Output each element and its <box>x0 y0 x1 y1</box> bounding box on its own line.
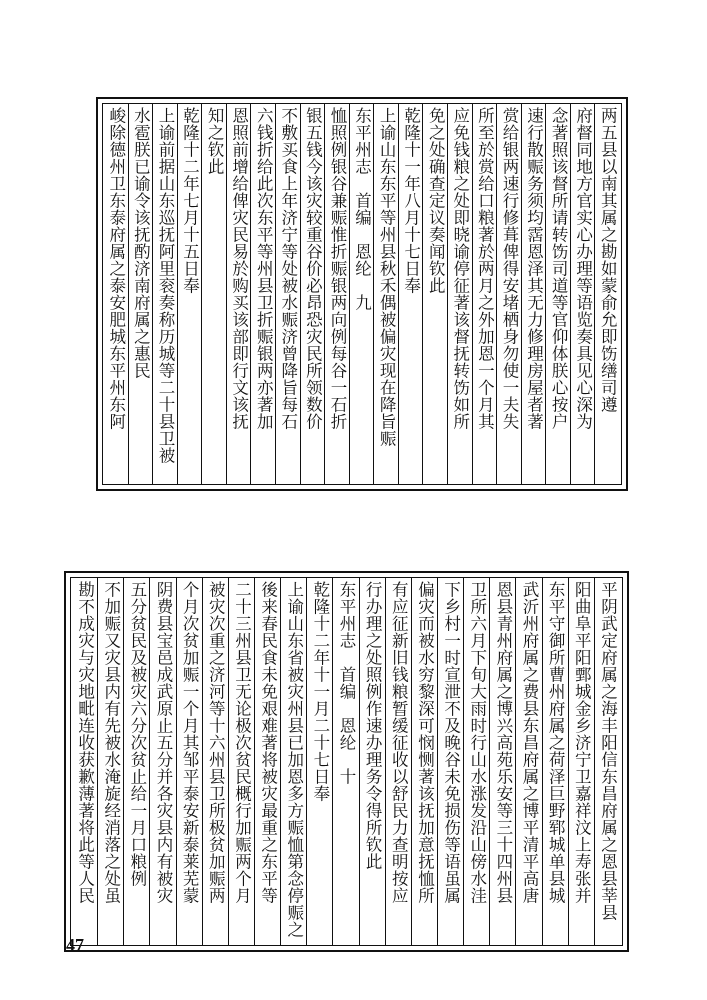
text-column: 勘不成灾与灾地毗连收获歉薄著将此等人民 <box>75 581 95 904</box>
text-column: 乾隆十一年八月十七日奉 <box>401 107 421 294</box>
text-column: 有应征新旧钱粮暂缓征收以舒民力查明按应 <box>389 581 409 904</box>
text-column: 峻除德州卫东泰府属之泰安肥城东平州东阿 <box>106 107 126 430</box>
text-column: 乾隆十二年七月十五日奉 <box>180 107 200 294</box>
column-rule <box>152 103 153 485</box>
text-column: 上谕山东东平等州县秋禾偶被偏灾现在降旨赈 <box>377 107 397 447</box>
column-rule <box>176 577 177 946</box>
column-rule <box>97 577 98 946</box>
column-rule <box>123 577 124 946</box>
text-column: 东平州志 首编 恩纶 十 <box>337 581 356 785</box>
text-column: 免之处确查定议奏闻钦此 <box>426 107 446 294</box>
text-column: 不敷买食上年济宁等处被水赈济曾降旨每石 <box>278 107 298 430</box>
column-rule <box>149 577 150 946</box>
text-column: 银五钱今该灾较重谷价必昂恐灾民所领数价 <box>303 107 323 430</box>
column-rule <box>411 577 412 946</box>
top-text-panel <box>96 97 628 491</box>
column-rule <box>349 103 350 485</box>
column-rule <box>275 103 276 485</box>
text-column: 阴费县宝邑成武原止五分并各灾县内有被灾 <box>154 581 173 904</box>
column-rule <box>128 103 129 485</box>
text-column: 上谕山东省被灾州县已加恩多方赈恤第念停赈之 <box>284 581 304 938</box>
text-column: 武沂州府属之费县东昌府属之博平清平高唐 <box>520 581 539 904</box>
text-column: 东平守御所曹州府属之荷泽巨野郓城单县城 <box>546 581 566 904</box>
bottom-text-panel <box>64 571 629 952</box>
column-rule <box>568 577 569 946</box>
text-column: 偏灾而被水穷黎深可悯恻著该抚加意抚恤所 <box>415 581 435 904</box>
text-column: 阳曲阜平阳鄄城金乡济宁卫嘉祥汶上寿张并 <box>572 581 592 904</box>
column-rule <box>463 577 464 946</box>
column-rule <box>385 577 386 946</box>
column-rule <box>359 577 360 946</box>
column-rule <box>472 103 473 485</box>
text-column: 恩县青州府属之博兴高苑乐安等三十四州县 <box>493 581 513 904</box>
column-rule <box>280 577 281 946</box>
text-column: 被灾次重之济河等十六州县卫所极贫加赈两 <box>206 581 226 904</box>
text-column: 後来春民食未免艰难著将被灾最重之东平等 <box>258 581 278 904</box>
text-column: 卫所六月下旬大雨时行山水涨发沿山傍水洼 <box>467 581 487 904</box>
column-rule <box>489 577 490 946</box>
text-column: 上谕前据山东巡抚阿里衮奏称历城等二十县卫被 <box>155 107 175 464</box>
text-column: 五分贫民及被灾六分次贫止给一月口粮例 <box>127 581 147 887</box>
text-column: 平阴武定府属之海丰阳信东昌府属之恩县莘县 <box>598 581 618 921</box>
text-column: 二十三州县卫无论极次贫民概行加赈两个月 <box>232 581 252 904</box>
column-rule <box>332 577 333 946</box>
column-rule <box>202 577 203 946</box>
text-column: 府督同地方官实心办理等语览奏具见心深为 <box>573 107 593 430</box>
column-rule <box>250 103 251 485</box>
column-rule <box>437 577 438 946</box>
text-column: 两五县以南其属之勘如蒙俞允即饬缮司遵 <box>598 107 618 413</box>
column-rule <box>545 103 546 485</box>
column-rule <box>496 103 497 485</box>
page-number: 47 <box>66 935 84 955</box>
column-rule <box>177 103 178 485</box>
column-rule <box>594 577 595 946</box>
column-rule <box>398 103 399 485</box>
text-column: 东平州志 首编 恩纶 九 <box>352 107 372 311</box>
column-rule <box>594 103 595 485</box>
column-rule <box>324 103 325 485</box>
text-column: 行办理之处照例作速办理务令得所钦此 <box>363 581 383 870</box>
text-column: 水雹朕已谕令该抚酌济南府属之惠民 <box>131 107 151 379</box>
column-rule <box>373 103 374 485</box>
column-rule <box>570 103 571 485</box>
column-rule <box>201 103 202 485</box>
text-column: 六钱折给此次东平等州县卫折赈银两亦著加 <box>254 107 274 430</box>
text-column: 赏给银两速行修葺俾得安堵栖身勿使一夫失 <box>499 107 519 430</box>
text-column: 下乡村一时宣泄不及晚谷未免损伤等语虽属 <box>441 581 461 904</box>
text-column: 念著照该督所请转饬司道等官仰体朕心按户 <box>549 107 569 430</box>
column-rule <box>306 577 307 946</box>
column-rule <box>228 577 229 946</box>
text-column: 恩照前增给俾灾民易於购买该部即行文该抚 <box>229 107 249 430</box>
text-column: 乾隆十二年十一月二十七日奉 <box>310 581 330 802</box>
text-column: 所至於赏给口粮著於两月之外加恩一个月其 <box>475 107 495 430</box>
text-column: 个月次贫加赈一个月其邹平泰安新泰莱芜蒙 <box>180 581 200 904</box>
column-rule <box>521 103 522 485</box>
text-column: 知之钦此 <box>205 107 225 175</box>
text-column: 恤照例银谷兼赈惟折赈银两向例每谷一石折 <box>327 107 347 430</box>
column-rule <box>226 103 227 485</box>
text-column: 不加赈又灾县内有先被水淹旋经消落之处虽 <box>101 581 121 904</box>
text-column: 速行散赈务须均霑恩泽其无力修理房屋者著 <box>524 107 544 430</box>
text-column: 应免钱粮之处即晓谕停征著该督抚转饬如所 <box>450 107 470 430</box>
column-rule <box>300 103 301 485</box>
column-rule <box>447 103 448 485</box>
column-rule <box>254 577 255 946</box>
column-rule <box>515 577 516 946</box>
column-rule <box>542 577 543 946</box>
column-rule <box>422 103 423 485</box>
